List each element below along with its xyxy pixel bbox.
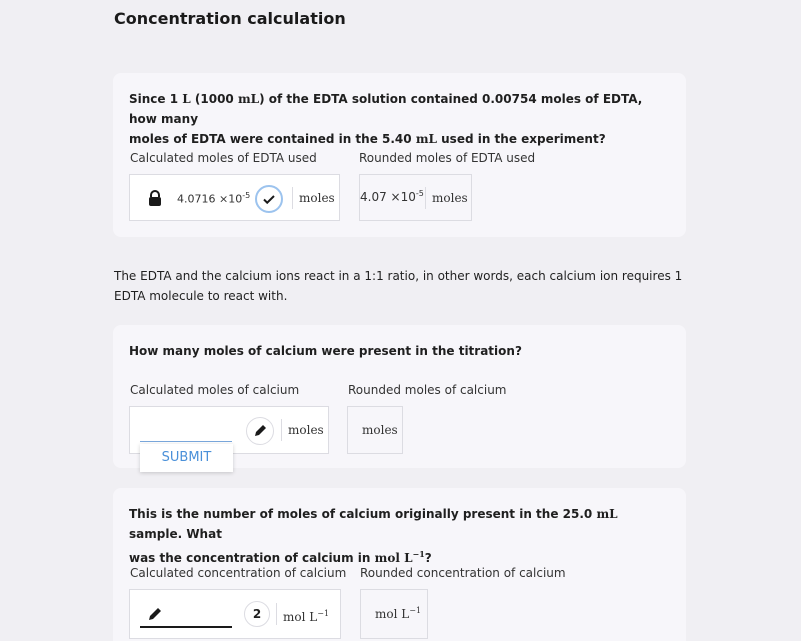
calculated-concentration-field (129, 589, 341, 639)
label-rounded-concentration: Rounded concentration of calcium (360, 566, 566, 580)
check-icon (255, 185, 283, 213)
label-calculated-concentration: Calculated concentration of calcium (130, 566, 347, 580)
unit-label: moles (425, 187, 468, 209)
question-text: How many moles of calcium were present in the titration? (129, 344, 522, 358)
submit-button[interactable]: SUBMIT (140, 444, 233, 472)
page-title: Concentration calculation (114, 9, 346, 28)
calculated-moles-edta-field (129, 174, 340, 221)
unit-label: moles (292, 187, 335, 209)
question-card-edta (113, 73, 686, 237)
attempts-badge: 2 (244, 601, 270, 627)
pencil-icon[interactable] (246, 417, 274, 445)
label-calculated-moles-edta: Calculated moles of EDTA used (130, 151, 317, 165)
rounded-value: $4.07 \times 10^{-5}$ (360, 189, 424, 204)
calculated-value: $4.0716 \times 10^{-5}$ (177, 191, 251, 206)
question-card-calcium-moles (113, 325, 686, 468)
lock-icon (148, 190, 162, 206)
label-calculated-moles-calcium: Calculated moles of calcium (130, 383, 300, 397)
unit-label: moles (362, 423, 398, 437)
rounded-concentration-field (360, 589, 428, 639)
rounded-moles-edta-field (359, 174, 472, 221)
calculated-moles-calcium-input[interactable] (140, 417, 232, 442)
unit-label: mol $L^{-1}$ (276, 603, 329, 625)
label-rounded-moles-calcium: Rounded moles of calcium (348, 383, 507, 397)
question-text: Since 1 L (1000 mL) of the EDTA solution contained 0.00754 moles of EDTA, how many moles of EDTA were contained in the 5.40 mL used in the experiment? (129, 92, 643, 146)
unit-label: moles (281, 419, 324, 441)
question-text: This is the number of moles of calcium originally present in the 25.0 mL sample. What was the concentration of calcium in mol $L^{-1}$? (129, 507, 618, 565)
calculated-concentration-input[interactable] (140, 602, 232, 628)
ratio-paragraph: The EDTA and the calcium ions react in a 1:1 ratio, in other words, each calcium ion requires 1 EDTA molecule to react with. (114, 269, 683, 303)
question-card-concentration (113, 488, 686, 641)
unit-label: mol $L^{-1}$ (375, 606, 422, 621)
rounded-moles-calcium-field (347, 406, 403, 454)
label-rounded-moles-edta: Rounded moles of EDTA used (359, 151, 536, 165)
